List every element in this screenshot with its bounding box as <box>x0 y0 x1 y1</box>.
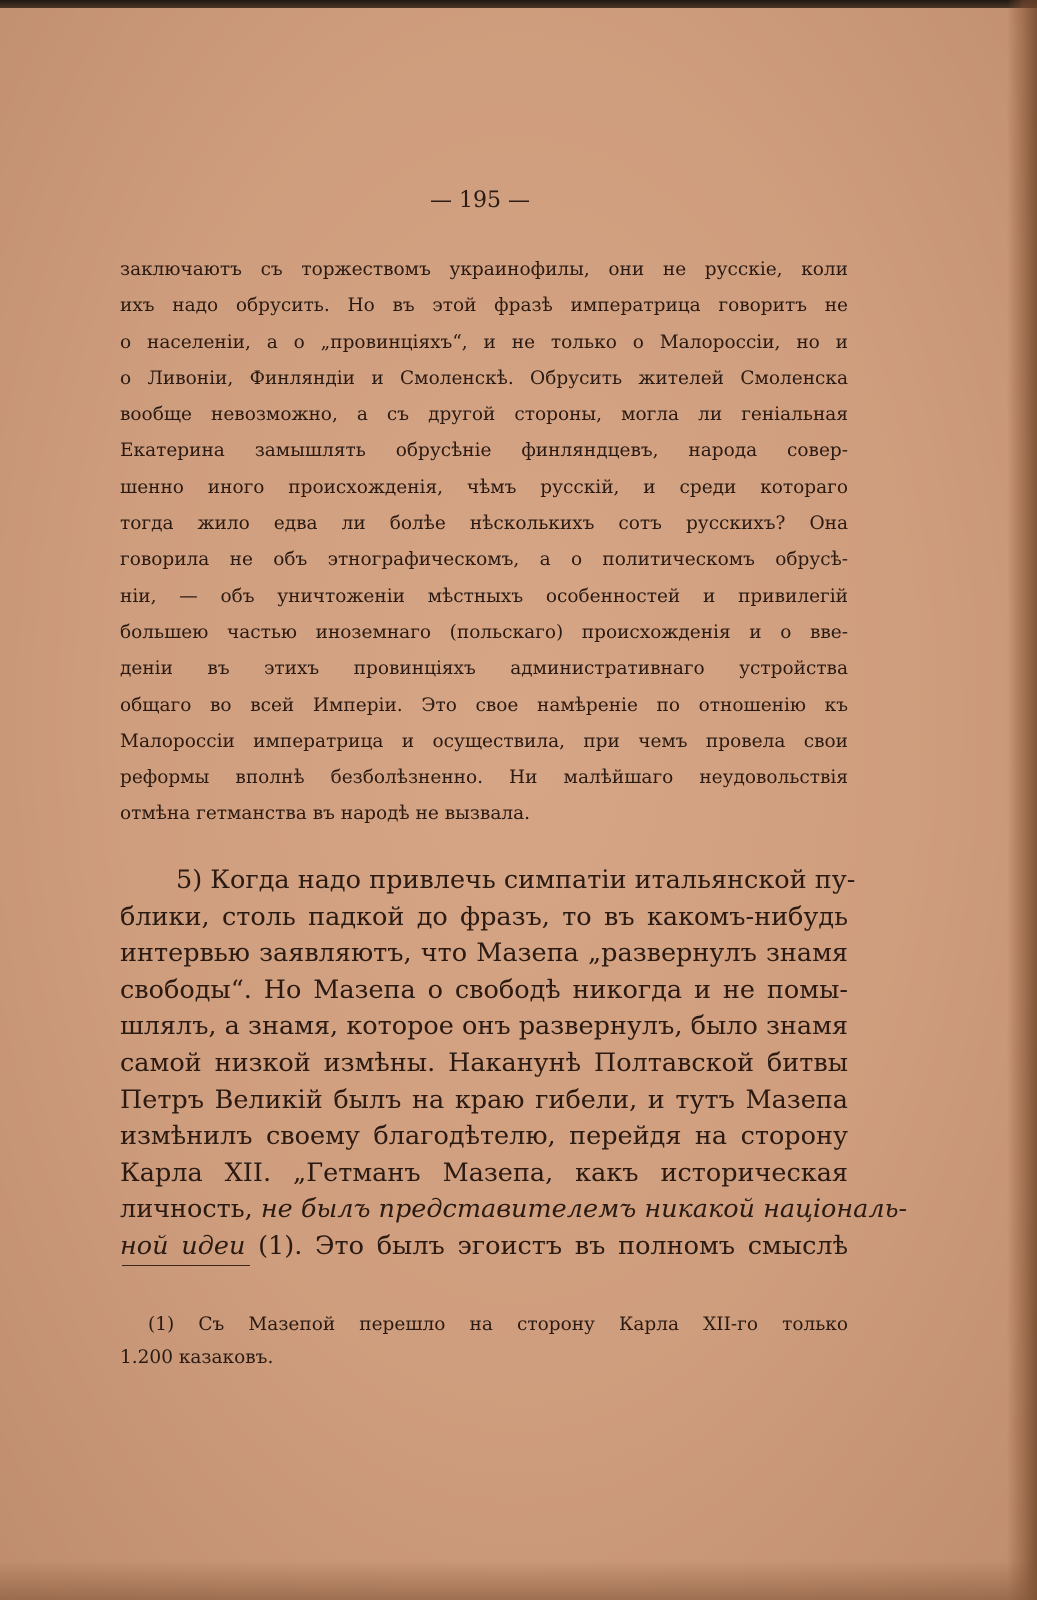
footnote <box>120 1308 848 1374</box>
text-line: о населеніи, а о „провинціяхъ“, и не только о Малороссіи, но и <box>120 331 848 353</box>
text-line: ніи, — объ уничтоженіи мѣстныхъ особенностей и привилегій <box>120 585 848 607</box>
page-number: — 195 — <box>430 188 530 213</box>
text-segment: (1). Это былъ эгоистъ въ полномъ смыслѣ <box>245 1230 849 1261</box>
text-line <box>120 1191 908 1228</box>
footnote-divider <box>122 1265 250 1266</box>
text-line: Петръ Великій былъ на краю гибели, и тутъ Мазепа <box>120 1084 848 1115</box>
paragraph-1 <box>120 252 848 833</box>
text-line: свободы“. Но Мазепа о свободѣ никогда и не помы- <box>120 974 848 1005</box>
footnote-line: (1) Съ Мазепой перешло на сторону Карла XII-го только <box>148 1314 848 1335</box>
page-bottom-edge <box>0 1560 1037 1600</box>
text-line: деніи въ этихъ провинціяхъ административнаго устройства <box>120 658 848 680</box>
text-line: блики, столь падкой до фразъ, то въ какомъ-нибудь <box>120 901 848 932</box>
text-line: большею частью иноземнаго (польскаго) происхожденія и о вве- <box>120 621 848 643</box>
text-line: тогда жило едва ли болѣе нѣсколькихъ сотъ русскихъ? Она <box>120 513 848 535</box>
text-line: измѣнилъ своему благодѣтелю, перейдя на сторону <box>120 1121 848 1152</box>
text-line: говорила не объ этнографическомъ, а о политическомъ обрусѣ- <box>120 549 848 571</box>
text-line <box>120 1228 848 1265</box>
text-line: заключаютъ съ торжествомъ украинофилы, они не русскіе, коли <box>120 259 848 280</box>
text-line: общаго во всей Имперіи. Это свое намѣреніе по отношенію къ <box>120 694 848 716</box>
italic-text-segment: не былъ представителемъ никакой національ- <box>260 1194 908 1225</box>
text-line: 5) Когда надо привлечь симпатіи итальянской пу- <box>176 865 856 895</box>
text-line: отмѣна гетманства въ народѣ не вызвала. <box>120 803 531 825</box>
text-line: о Ливоніи, Финляндіи и Смоленскѣ. Обрусить жителей Смоленска <box>120 367 848 389</box>
text-line: Малороссіи императрица и осуществила, при чемъ провела свои <box>120 730 848 752</box>
footnote-line: 1.200 казаковъ. <box>120 1347 274 1368</box>
page-right-edge <box>1007 0 1037 1600</box>
text-line: самой низкой измѣны. Наканунѣ Полтавской битвы <box>120 1047 848 1078</box>
text-line: шлялъ, а знамя, которое онъ развернулъ, было знамя <box>120 1011 848 1042</box>
paragraph-2 <box>120 862 908 1265</box>
text-line: Карла XII. „Гетманъ Мазепа, какъ историческая <box>120 1157 848 1188</box>
page-top-edge <box>0 0 1037 8</box>
text-line: вообще невозможно, а съ другой стороны, могла ли геніальная <box>120 404 848 426</box>
text-segment: личность, <box>120 1194 261 1225</box>
text-line: интервью заявляютъ, что Мазепа „развернулъ знамя <box>120 938 848 969</box>
italic-text-segment: ной идеи <box>120 1230 246 1261</box>
text-line: Екатерина замышлять обрусѣніе финляндцевъ, народа совер- <box>120 440 848 462</box>
text-line: ихъ надо обрусить. Но въ этой фразѣ императрица говоритъ не <box>120 295 848 317</box>
text-line: шенно иного происхожденія, чѣмъ русскій, и среди котораго <box>120 476 848 498</box>
text-line: реформы вполнѣ безболѣзненно. Ни малѣйшаго неудовольствія <box>120 767 848 789</box>
